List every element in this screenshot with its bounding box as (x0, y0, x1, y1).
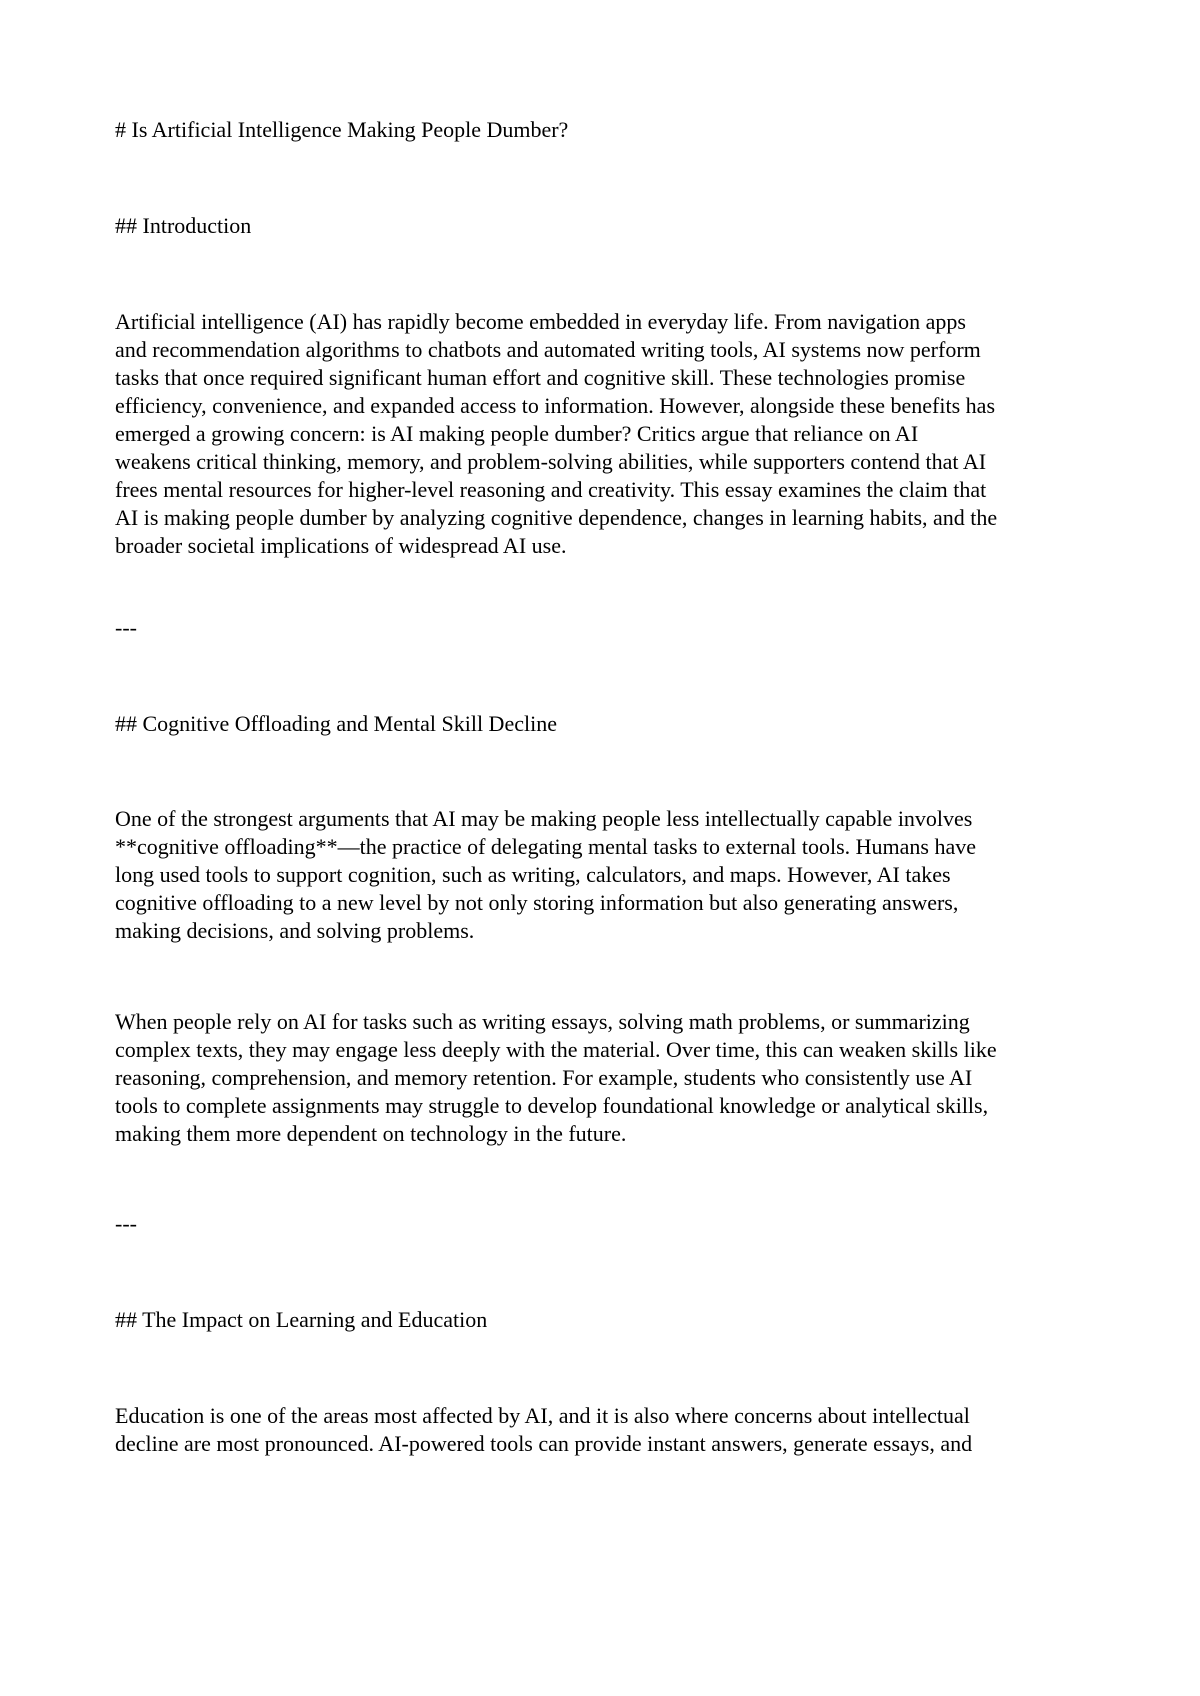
paragraph-line: One of the strongest arguments that AI may be making people less intellectually capable involves (115, 806, 973, 831)
paragraph-line: reasoning, comprehension, and memory retention. For example, students who consistently use AI (115, 1065, 973, 1090)
paragraph-line: frees mental resources for higher-level reasoning and creativity. This essay examines the claim that (115, 477, 987, 502)
paragraph-line: making them more dependent on technology in the future. (115, 1121, 627, 1146)
paragraph-line: **cognitive offloading**—the practice of delegating mental tasks to external tools. Humans have (115, 834, 977, 859)
paragraph-line: AI is making people dumber by analyzing cognitive dependence, changes in learning habits, and the (115, 505, 998, 530)
section-separator: --- (115, 1211, 137, 1236)
paragraph-line: making decisions, and solving problems. (115, 918, 475, 943)
paragraph-line: tasks that once required significant human effort and cognitive skill. These technologies promise (115, 365, 966, 390)
paragraph-line: broader societal implications of widespread AI use. (115, 533, 567, 558)
paragraph-introduction (115, 308, 1095, 560)
paragraph-line: tools to complete assignments may struggle to develop foundational knowledge or analytical skills, (115, 1093, 989, 1118)
section-heading-cognitive-offloading: ## Cognitive Offloading and Mental Skill Decline (115, 711, 557, 736)
section-separator: --- (115, 615, 137, 640)
paragraph-line: and recommendation algorithms to chatbots and automated writing tools, AI systems now perform (115, 337, 981, 362)
paragraph-line: Artificial intelligence (AI) has rapidly become embedded in everyday life. From navigation apps (115, 309, 966, 334)
paragraph-cognitive-offloading-1 (115, 805, 1095, 945)
paragraph-line: efficiency, convenience, and expanded access to information. However, alongside these benefits has (115, 393, 995, 418)
paragraph-line: weakens critical thinking, memory, and problem-solving abilities, while supporters contend that AI (115, 449, 987, 474)
section-heading-learning-education: ## The Impact on Learning and Education (115, 1307, 488, 1332)
paragraph-learning-education (115, 1402, 1095, 1458)
section-heading-introduction: ## Introduction (115, 213, 252, 238)
paragraph-cognitive-offloading-2 (115, 1008, 1095, 1148)
paragraph-line: long used tools to support cognition, such as writing, calculators, and maps. However, AI takes (115, 862, 951, 887)
paragraph-line: decline are most pronounced. AI-powered tools can provide instant answers, generate essays, and (115, 1431, 973, 1456)
paragraph-line: cognitive offloading to a new level by not only storing information but also generating answers, (115, 890, 959, 915)
document-title: # Is Artificial Intelligence Making People Dumber? (115, 117, 569, 142)
paragraph-line: When people rely on AI for tasks such as writing essays, solving math problems, or summarizing (115, 1009, 970, 1034)
paragraph-line: complex texts, they may engage less deeply with the material. Over time, this can weaken skills like (115, 1037, 997, 1062)
paragraph-line: Education is one of the areas most affected by AI, and it is also where concerns about intellectual (115, 1403, 970, 1428)
paragraph-line: emerged a growing concern: is AI making people dumber? Critics argue that reliance on AI (115, 421, 919, 446)
